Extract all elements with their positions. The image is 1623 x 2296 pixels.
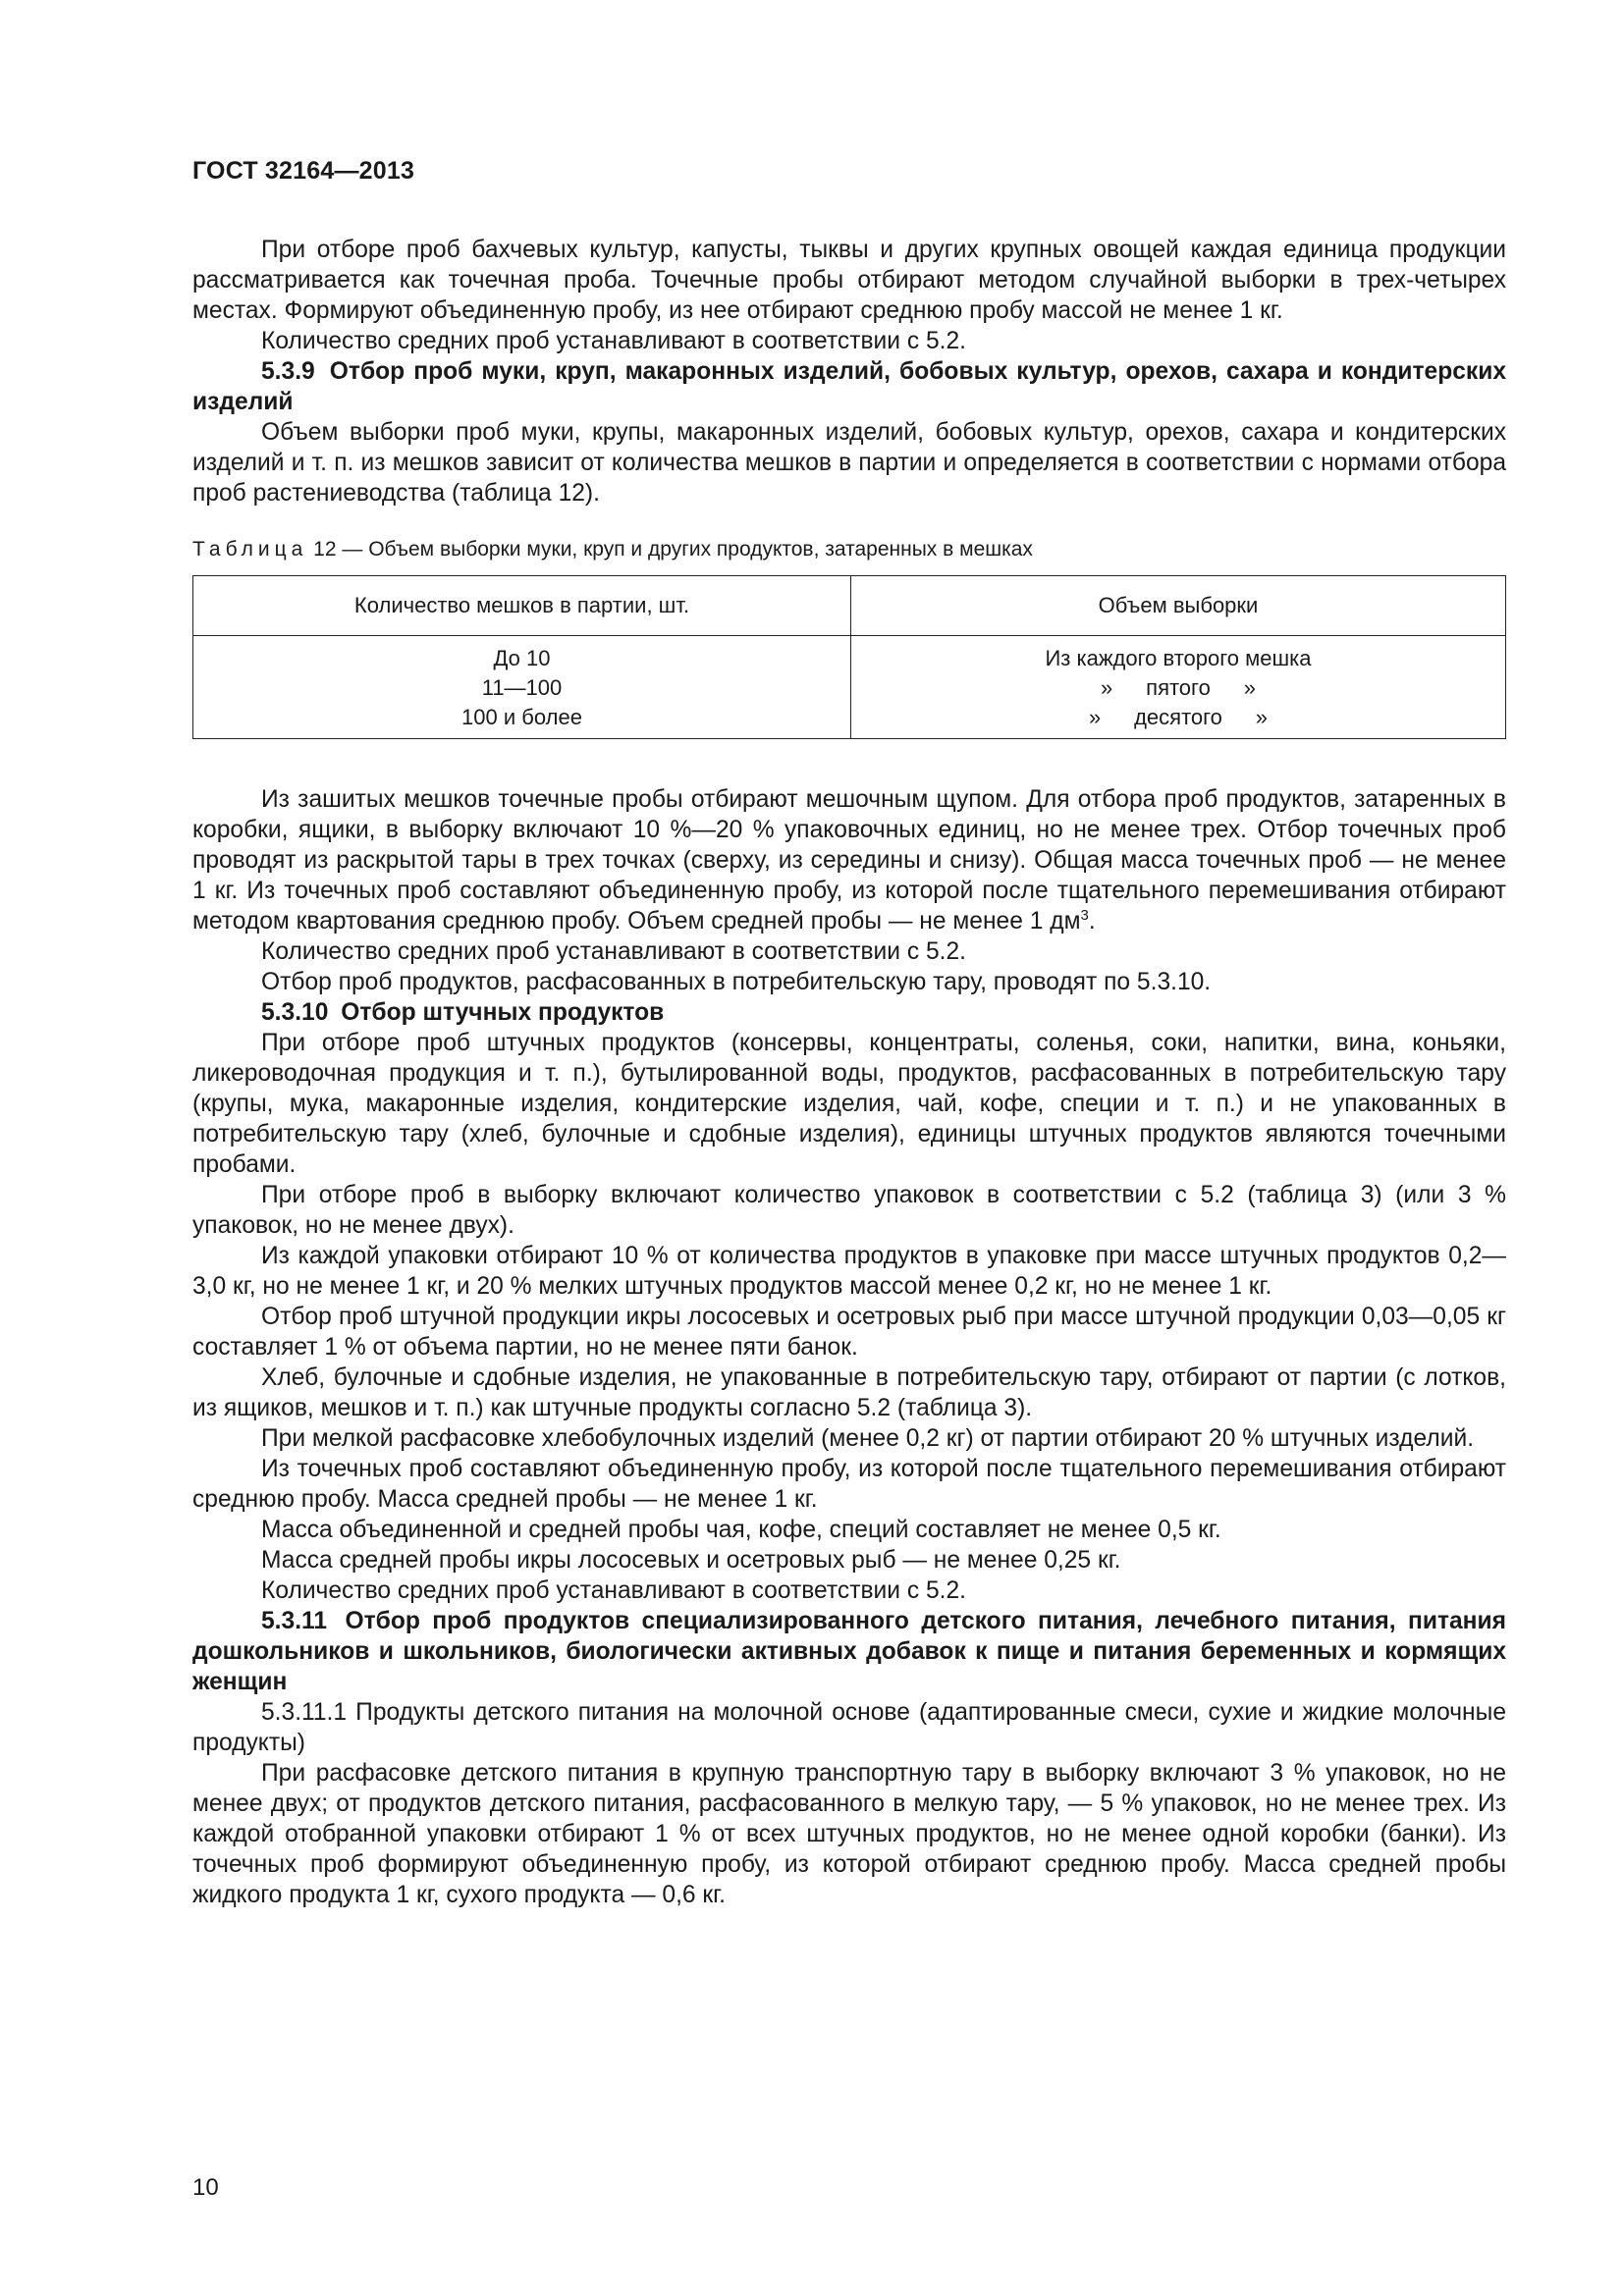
paragraph: При расфасовке детского питания в крупную транспортную тару в выборку включают 3 % упаковок, но не менее двух; от продуктов детского питания, расфасованного в мелкую тару, — 5 % упаковок, но не менее трех. Из каждой отобранной упаковки отбирают 1 % от всех штучных продуктов, но не менее одной коробки (банки). Из точечных проб формируют объединенную пробу, из которой отбирают среднюю пробу. Масса средней пробы жидкого продукта 1 кг, сухого продукта — 0,6 кг.	[192, 1760, 1506, 1908]
ditto-mark: »	[1101, 675, 1113, 700]
paragraph	[192, 784, 1506, 936]
table-row	[193, 636, 1506, 739]
table-caption-word: Таблица	[192, 538, 308, 561]
page-number: 10	[192, 2174, 219, 2201]
paragraph: Хлеб, булочные и сдобные изделия, не упакованные в потребительскую тару, отбирают от партии (с лотков, из ящиков, мешков и т. п.) как штучные продукты согласно 5.2 (таблица 3).	[192, 1364, 1506, 1421]
section-title: Отбор проб муки, круп, макаронных изделий, бобовых культур, орехов, сахара и кондитерских изделий	[192, 358, 1506, 415]
paragraph-text: Из зашитых мешков точечные пробы отбирают мешочным щупом. Для отбора проб продуктов, затаренных в коробки, ящики, в выборку включают 10 %—20 % упаковочных единиц, но не менее трех. Отбор точечных проб проводят из раскрытой тары в трех точках (сверху, из середины и снизу). Общая масса точечных проб — не менее 1 кг. Из точечных проб составляют объединенную пробу, из которой после тщательного перемешивания отбирают методом квартования среднюю пробу. Объем средней пробы — не менее 1 дм	[192, 786, 1506, 934]
document-header: ГОСТ 32164—2013	[192, 157, 415, 185]
paragraph: Количество средних проб устанавливают в соответствии с 5.2.	[261, 1577, 966, 1604]
section-number: 5.3.9	[261, 358, 315, 385]
paragraph: Из каждой упаковки отбирают 10 % от количества продуктов в упаковке при массе штучных продуктов 0,2—3,0 кг, но не менее 1 кг, и 20 % мелких штучных продуктов массой менее 0,2 кг, но не менее 1 кг.	[192, 1243, 1506, 1300]
paragraph: При отборе проб бахчевых культур, капусты, тыквы и других крупных овощей каждая единица продукции рассматривается как точечная проба. Точечные пробы отбирают методом случайной выборки в трех-четырех местах. Формируют объединенную пробу, из нее отбирают среднюю пробу массой не менее 1 кг.	[192, 237, 1506, 324]
row-count: 100 и более	[461, 705, 582, 729]
row-volume-text: десятого	[1134, 705, 1222, 729]
paragraph: При отборе проб в выборку включают количество упаковок в соответствии с 5.2 (таблица 3) (или 3 % упаковок, но не менее двух).	[192, 1182, 1506, 1239]
section-heading-5-3-10	[192, 997, 1506, 1028]
section-heading-5-3-9	[192, 356, 1506, 417]
row-volume	[851, 644, 1505, 673]
paragraph: Масса объединенной и средней пробы чая, кофе, специй составляет не менее 0,5 кг.	[261, 1517, 1221, 1543]
ditto-mark: »	[1243, 675, 1256, 700]
paragraph: Масса средней пробы икры лососевых и осетровых рыб — не менее 0,25 кг.	[261, 1547, 1121, 1574]
paragraph: Отбор проб штучной продукции икры лососевых и осетровых рыб при массе штучной продукции 0,03—0,05 кг составляет 1 % от объема партии, но не менее пяти банок.	[192, 1304, 1506, 1361]
section-heading-5-3-11	[192, 1606, 1506, 1697]
paragraph: При мелкой расфасовке хлебобулочных изделий (менее 0,2 кг) от партии отбирают 20 % штучных изделий.	[261, 1425, 1475, 1452]
section-title: Отбор проб продуктов специализированного детского питания, лечебного питания, питания дошкольников и школьников, биологически активных добавок к пище и питания беременных и кормящих женщин	[192, 1608, 1507, 1695]
paragraph-end: .	[1088, 908, 1096, 934]
row-volume-text: Из каждого второго мешка	[1045, 646, 1312, 670]
paragraph: При отборе проб штучных продуктов (консервы, концентраты, соленья, соки, напитки, вина, коньяки, ликероводочная продукция и т. п.), бутылированной воды, продуктов, расфасованных в потребительскую тару (крупы, мука, макаронные изделия, кондитерские изделия, чай, кофе, специи и т. п.) и не упакованных в потребительскую тару (хлеб, булочные и сдобные изделия), единицы штучных продуктов являются точечными пробами.	[192, 1030, 1506, 1178]
table-cell-volume	[851, 636, 1506, 739]
ditto-mark: »	[1255, 705, 1269, 729]
table-header-cell: Количество мешков в партии, шт.	[193, 576, 851, 636]
ditto-mark: »	[1088, 705, 1102, 729]
superscript: 3	[1080, 906, 1089, 924]
paragraph: Объем выборки проб муки, крупы, макаронных изделий, бобовых культур, орехов, сахара и кондитерских изделий и т. п. из мешков зависит от количества мешков в партии и определяется в соответствии с нормами отбора проб растениеводства (таблица 12).	[192, 419, 1506, 507]
section-title: Отбор штучных продуктов	[341, 999, 665, 1026]
paragraph: Отбор проб продуктов, расфасованных в потребительскую тару, проводят по 5.3.10.	[261, 969, 1212, 995]
paragraph: 5.3.11.1 Продукты детского питания на молочной основе (адаптированные смеси, сухие и жидкие молочные продукты)	[192, 1699, 1506, 1756]
table-header-row	[193, 576, 1506, 636]
row-count: 11—100	[481, 675, 563, 700]
table-cell-count	[193, 636, 851, 739]
table-header-cell: Объем выборки	[851, 576, 1506, 636]
row-volume-text: пятого	[1146, 675, 1211, 700]
row-volume	[851, 703, 1505, 732]
section-number: 5.3.10	[261, 999, 329, 1026]
paragraph: Количество средних проб устанавливают в соответствии с 5.2.	[261, 938, 966, 965]
table-12	[192, 575, 1506, 739]
text-block-top	[192, 235, 1506, 508]
row-count: До 10	[493, 646, 551, 670]
row-volume	[851, 673, 1505, 703]
paragraph: Из точечных проб составляют объединенную пробу, из которой после тщательного перемешивания отбирают среднюю пробу. Масса средней пробы — не менее 1 кг.	[192, 1456, 1506, 1513]
table-caption	[192, 538, 1506, 561]
table-caption-text: 12 — Объем выборки муки, круп и других продуктов, затаренных в мешках	[307, 538, 1033, 561]
document-page	[192, 157, 1506, 1910]
paragraph: Количество средних проб устанавливают в соответствии с 5.2.	[261, 328, 966, 354]
text-block-main	[192, 784, 1506, 1910]
section-number: 5.3.11	[261, 1608, 328, 1634]
